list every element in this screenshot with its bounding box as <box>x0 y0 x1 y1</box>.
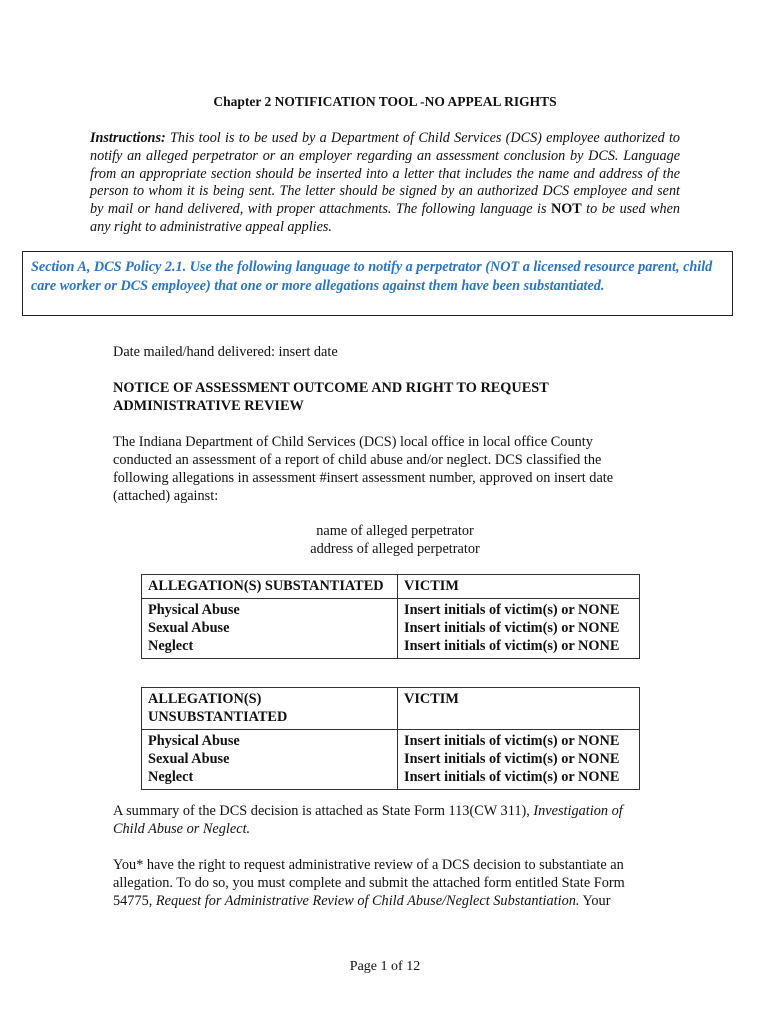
victims-cell <box>398 599 640 659</box>
header-allegations: ALLEGATION(S) UNSUBSTANTIATED <box>142 688 398 730</box>
victims-cell <box>398 730 640 790</box>
header-allegations: ALLEGATION(S) SUBSTANTIATED <box>142 575 398 599</box>
allegation: Sexual Abuse <box>148 751 230 767</box>
header-victim: VICTIM <box>398 575 640 599</box>
page-word: Page <box>349 959 378 974</box>
allegation: Sexual Abuse <box>148 620 230 636</box>
rights-text-end: Your <box>579 893 611 909</box>
allegation: Physical Abuse <box>148 733 240 749</box>
assessment-paragraph: The Indiana Department of Child Services (DCS) local office in local office County conducted an assessment of a report of child abuse and/or neglect. DCS classified the following allegations in assessment #insert assessment number, approved on insert date (attached) against: <box>113 434 614 504</box>
allegation: Neglect <box>148 638 194 654</box>
rights-form-title: Request for Administrative Review of Child Abuse/Neglect Substantiation. <box>155 893 580 909</box>
allegations-cell <box>142 599 398 659</box>
table-header-row <box>142 688 640 730</box>
table-header-row <box>142 575 640 599</box>
table-row <box>142 730 640 790</box>
victim: Insert initials of victim(s) or NONE <box>404 638 620 654</box>
summary-form-title: Investigation of Child Abuse or Neglect. <box>113 803 623 837</box>
victim: Insert initials of victim(s) or NONE <box>404 733 620 749</box>
summary-paragraph <box>113 802 653 838</box>
allegation: Neglect <box>148 769 194 785</box>
instructions-label: Instructions: <box>90 130 166 146</box>
rights-paragraph <box>113 856 653 910</box>
table-row <box>142 599 640 659</box>
allegation: Physical Abuse <box>148 602 240 618</box>
victim: Insert initials of victim(s) or NONE <box>404 602 620 618</box>
header-victim: VICTIM <box>398 688 640 730</box>
notice-heading: NOTICE OF ASSESSMENT OUTCOME AND RIGHT TO REQUEST ADMINISTRATIVE REVIEW <box>113 380 549 414</box>
of-word: of <box>391 959 403 974</box>
substantiated-table <box>141 574 640 659</box>
instructions-text-end: to be used when any right to administrative appeal applies. <box>90 201 680 235</box>
victim: Insert initials of victim(s) or NONE <box>404 769 620 785</box>
date-line: Date mailed/hand delivered: insert date <box>113 344 338 360</box>
rights-text: You* have the right to request administrative review of a DCS decision to substantiate an allegation. To do so, you must complete and submit the attached form entitled State Form 54775, <box>113 857 625 909</box>
instructions-paragraph <box>90 130 680 237</box>
victim: Insert initials of victim(s) or NONE <box>404 620 620 636</box>
perpetrator-name: name of alleged perpetrator <box>316 523 474 539</box>
instructions-text: This tool is to be used by a Department of Child Services (DCS) employee authorized to notify an alleged perpetrator or an employer regarding an assessment conclusion by DCS. Language from an appropriate section should be inserted into a letter that includes the name and address of the person to whom it is being sent. The letter should be signed by an authorized DCS employee and sent by mail or hand delivered, with proper attachments. The following language is <box>90 130 680 218</box>
instructions-not: NOT <box>550 201 582 218</box>
total-pages: 12 <box>406 959 421 974</box>
unsubstantiated-table <box>141 687 640 790</box>
page-number: 1 <box>380 959 388 974</box>
section-a-box: Section A, DCS Policy 2.1. Use the following language to notify a perpetrator (NOT a licensed resource parent, child care worker or DCS employee) that one or more allegations against them have been substantiated. <box>22 251 733 316</box>
victim: Insert initials of victim(s) or NONE <box>404 751 620 767</box>
perpetrator-address: address of alleged perpetrator <box>310 541 480 557</box>
page-title: Chapter 2 NOTIFICATION TOOL -NO APPEAL RIGHTS <box>213 94 557 109</box>
summary-text: A summary of the DCS decision is attached as State Form 113(CW 311), <box>113 803 534 819</box>
allegations-cell <box>142 730 398 790</box>
page-footer <box>0 959 770 975</box>
perpetrator-block <box>200 522 590 558</box>
